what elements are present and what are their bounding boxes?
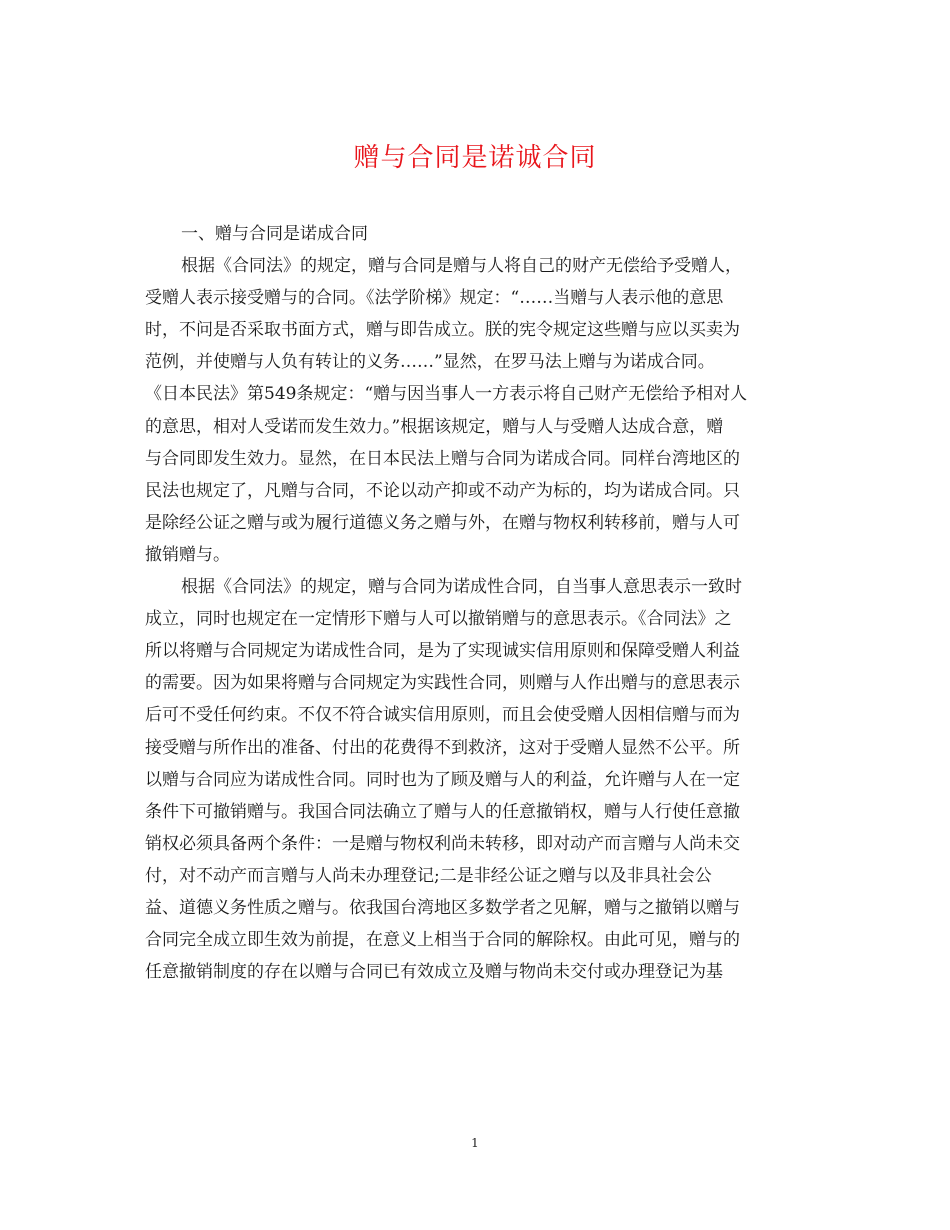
paragraph-line: 范例，并使赠与人负有转让的义务……”显然，在罗马法上赠与为诺成合同。: [145, 352, 715, 373]
paragraph-line: 成立，同时也规定在一定情形下赠与人可以撤销赠与的意思表示。《合同法》之: [145, 609, 732, 630]
paragraph-line: 与合同即发生效力。显然，在日本民法上赠与合同为诺成合同。同样台湾地区的: [145, 448, 740, 469]
paragraph-line: 以赠与合同应为诺成性合同。同时也为了顾及赠与人的利益，允许赠与人在一定: [145, 769, 740, 790]
paragraph-line: 付，对不动产而言赠与人尚未办理登记;二是非经公证之赠与以及非具社会公: [145, 865, 712, 886]
page-number: 1: [471, 1136, 479, 1150]
paragraph-line: 时，不问是否采取书面方式，赠与即告成立。朕的宪令规定这些赠与应以买卖为: [145, 320, 740, 341]
paragraph-line: 根据《合同法》的规定，赠与合同是赠与人将自己的财产无偿给予受赠人，: [181, 256, 742, 277]
paragraph-line: 任意撤销制度的存在以赠与合同已有效成立及赠与物尚未交付或办理登记为基: [145, 962, 723, 983]
paragraph-line: 民法也规定了，凡赠与合同，不论以动产抑或不动产为标的，均为诺成合同。只: [145, 480, 740, 501]
paragraph-line: 接受赠与所作出的准备、付出的花费得不到救济，这对于受赠人显然不公平。所: [145, 737, 740, 758]
paragraph-line: 撤销赠与。: [145, 544, 230, 565]
paragraph-line: 合同完全成立即生效为前提，在意义上相当于合同的解除权。由此可见，赠与的: [145, 930, 740, 951]
paragraph-line: 销权必须具备两个条件：一是赠与物权利尚未转移，即对动产而言赠与人尚未交: [145, 833, 740, 854]
section-heading: 一、赠与合同是诺成合同: [181, 224, 368, 244]
paragraph-line: 条件下可撤销赠与。我国合同法确立了赠与人的任意撤销权，赠与人行使任意撤: [145, 801, 740, 822]
paragraph-line: 根据《合同法》的规定，赠与合同为诺成性合同，自当事人意思表示一致时: [181, 577, 742, 598]
paragraph-line: 受赠人表示接受赠与的合同。《法学阶梯》规定：“……当赠与人表示他的意思: [145, 288, 724, 309]
paragraph-line: 后可不受任何约束。不仅不符合诚实信用原则，而且会使受赠人因相信赠与而为: [145, 705, 740, 726]
paragraph-line: 是除经公证之赠与或为履行道德义务之赠与外，在赠与物权利转移前，赠与人可: [145, 512, 740, 533]
document-body: [145, 218, 810, 988]
document-title: 赠与合同是诺诚合同: [353, 143, 597, 173]
paragraph-line: 益、道德义务性质之赠与。依我国台湾地区多数学者之见解，赠与之撤销以赠与: [145, 897, 740, 918]
paragraph-line: 的需要。因为如果将赠与合同规定为实践性合同，则赠与人作出赠与的意思表示: [145, 673, 740, 694]
paragraph-line: 《日本民法》第549条规定：“赠与因当事人一方表示将自己财产无偿给予相对人: [145, 384, 748, 405]
paragraph-line: 的意思，相对人受诺而发生效力。”根据该规定，赠与人与受赠人达成合意，赠: [145, 416, 724, 437]
paragraph-line: 所以将赠与合同规定为诺成性合同，是为了实现诚实信用原则和保障受赠人利益: [145, 641, 740, 662]
